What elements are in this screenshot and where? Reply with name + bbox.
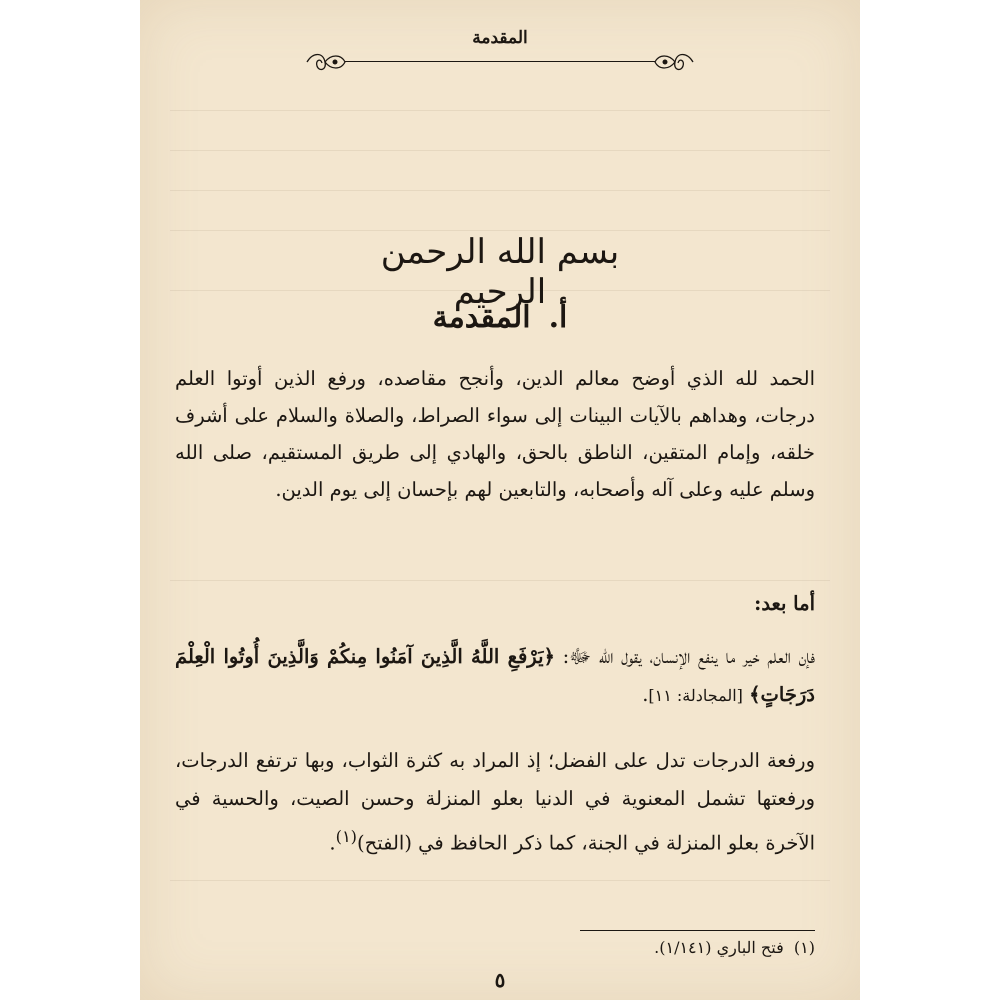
footnote-separator: [580, 930, 815, 931]
bleed-through-line: [170, 880, 830, 881]
ornament-icon: [305, 50, 349, 74]
section-number: أ.: [548, 300, 568, 335]
header-rule: [345, 61, 655, 62]
intro-paragraph: [175, 360, 815, 508]
amma-bad-heading: أما بعد:: [754, 592, 815, 615]
running-header-title: المقدمة: [472, 28, 528, 48]
quran-verse: ﴿يَرْفَعِ اللَّهُ الَّذِينَ آمَنُوا مِنكُمْ وَالَّذِينَ أُوتُوا الْعِلْمَ دَرَجَاتٍ﴾: [175, 645, 815, 706]
intro-paragraph-text: الحمد لله الذي أوضح معالم الدين، وأنجح مقاصده، ورفع الذين أوتوا العلم درجات، وهداهم بالآيات البينات إلى سواء الصراط، والصلاة والسلام على أشرف خلقه، وإمام المتقين، الناطق بالحق، والهادي إلى طريق المستقيم، صلى الله وسلم عليه وعلى آله وأصحابه، والتابعين لهم بإحسان إلى يوم الدين.: [175, 367, 815, 501]
quran-lead-text: فإن العلم خير ما ينفع الإنسان، يقول الله ﷻ:: [554, 645, 815, 668]
bleed-through-line: [170, 230, 830, 231]
verse-reference: [المجادلة: ١١]: [648, 686, 743, 705]
ornament-icon: [651, 50, 695, 74]
bleed-through-line: [170, 580, 830, 581]
section-heading: [340, 298, 660, 338]
footnote: [175, 938, 815, 957]
basmala: بسم الله الرحمن الرحيم: [380, 232, 620, 312]
section-title: المقدمة: [432, 300, 531, 335]
quran-end: .: [642, 683, 649, 706]
bleed-through-line: [170, 110, 830, 111]
running-header: [305, 28, 695, 72]
bleed-through-line: [170, 150, 830, 151]
footnote-marker: (١): [793, 938, 815, 957]
second-paragraph-text: ورفعة الدرجات تدل على الفضل؛ إذ المراد به كثرة الثواب، وبها ترتفع الدرجات، ورفعتها تشمل المعنوية في الدنيا بعلو المنزلة وحسن الصيت، والحسية في الآخرة بعلو المنزلة في الجنة، كما ذكر الحافظ في (الفتح): [175, 749, 815, 855]
bleed-through-line: [170, 190, 830, 191]
second-paragraph: [175, 742, 815, 863]
second-paragraph-end: .: [329, 831, 336, 855]
book-page: [140, 0, 860, 1000]
quran-paragraph: [175, 638, 815, 715]
footnote-text: فتح الباري (١/١٤١).: [654, 938, 784, 957]
footnote-reference-marker: (١): [335, 827, 358, 846]
page-number: ٥: [494, 968, 506, 992]
